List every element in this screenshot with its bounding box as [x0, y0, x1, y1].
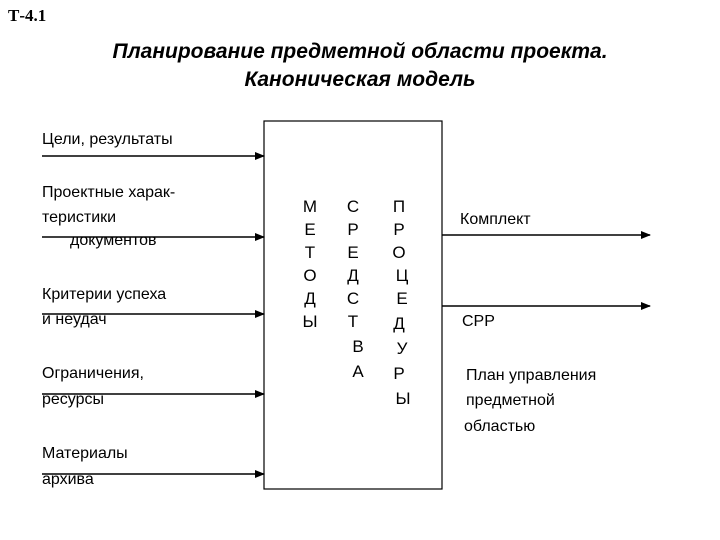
procedures-letter: Ы [395, 389, 411, 408]
methods-letter: Д [304, 289, 316, 308]
tools-letter: С [346, 289, 360, 308]
input-label-criteria-1: Критерии успеха [42, 286, 167, 303]
input-label-constraints-2: ресурсы [42, 391, 105, 408]
procedures-letter: Р [393, 364, 405, 383]
input-label-goals: Цели, результаты [42, 131, 173, 148]
slide-number: Т-4.1 [8, 6, 47, 25]
methods-letter: Т [304, 243, 316, 262]
tools-letter: Р [347, 220, 359, 239]
procedures-letter: П [392, 197, 406, 216]
procedures-letter: Ц [395, 266, 409, 285]
methods-letter: Е [304, 220, 316, 239]
diagram-title-line-2: Каноническая модель [244, 68, 476, 91]
tools-letter: Т [347, 312, 359, 331]
tools-letter: С [346, 197, 360, 216]
methods-letter: Ы [302, 312, 318, 331]
procedures-letter: У [396, 339, 408, 358]
tools-letter: Е [347, 243, 359, 262]
tools-letter: А [352, 362, 364, 381]
input-label-characteristics-2: теристики [42, 209, 117, 226]
output-label-plan-1: План управления [466, 367, 597, 384]
procedures-letter: Р [393, 220, 405, 239]
output-label-package: Комплект [460, 211, 531, 228]
input-label-characteristics-3: документов [70, 232, 157, 249]
input-label-characteristics-1: Проектные харак- [42, 184, 176, 201]
input-label-criteria-2: и неудач [42, 311, 107, 328]
procedures-letter: О [392, 243, 406, 262]
tools-letter: В [352, 337, 364, 356]
input-label-archive-2: архива [42, 471, 94, 488]
output-label-plan-3: областью [464, 418, 536, 435]
methods-letter: М [302, 197, 318, 216]
methods-letter: О [303, 266, 317, 285]
output-label-plan-2: предметной [466, 392, 555, 409]
tools-letter: Д [347, 266, 359, 285]
diagram-title-line-1: Планирование предметной области проекта. [112, 40, 608, 63]
output-label-wbs: СРР [462, 313, 495, 330]
procedures-letter: Е [396, 289, 408, 308]
input-label-constraints-1: Ограничения, [42, 365, 144, 382]
procedures-letter: Д [393, 314, 405, 333]
input-label-archive-1: Материалы [42, 445, 128, 462]
